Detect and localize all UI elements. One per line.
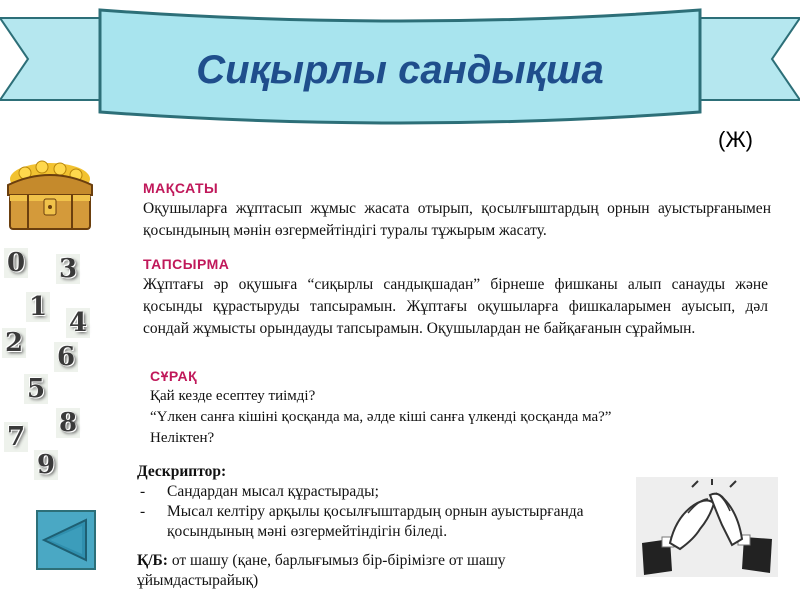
digit-tile: 5 [24, 374, 48, 404]
digit-tile: 3 [56, 254, 80, 284]
bullet-dash: - [140, 483, 146, 500]
descriptor-item-text: Мысал келтіру арқылы қосылғыштардың орнын ауыстырғанда қосындының мәні өзгермейтіндігін біледі. [167, 503, 584, 540]
question-line: Қай кезде есептеу тиімді? [150, 388, 316, 404]
question-heading: СҰРАҚ [150, 368, 198, 384]
descriptor-heading: Дескриптор: [137, 463, 227, 480]
task-text: Жұптағы әр оқушыға “сиқырлы сандықшадан” бірнеше фишканы алып санауды және қосынды құрастыруды тапсырамын. Жұптағы оқушыларға фишкаларымен ауысып, дәл сондай жұмысты орындауды тапсырамын. Оқушылардан не байқағанын сұраймын. [143, 276, 768, 337]
digit-tile: 6 [54, 342, 78, 372]
treasure-chest-icon [0, 155, 100, 235]
descriptor-block [137, 462, 607, 542]
mode-label: (Ж) [718, 127, 753, 152]
digit-tile: 4 [66, 308, 90, 338]
descriptor-item-text: Сандардан мысал құрастырады; [167, 483, 379, 500]
digit-tile: 7 [4, 422, 28, 452]
bullet-dash: - [140, 503, 146, 520]
digit-tile: 9 [34, 450, 58, 480]
digit-tile: 0 [4, 248, 28, 278]
page-title: Сиқырлы сандықша [196, 48, 604, 92]
digit-tile: 2 [2, 328, 26, 358]
back-arrow-icon[interactable] [36, 510, 96, 570]
task-heading: ТАПСЫРМА [143, 256, 230, 272]
goal-heading: МАҚСАТЫ [143, 180, 219, 196]
feedback-block [137, 551, 607, 591]
clapping-hands-icon [636, 477, 778, 577]
feedback-text: от шашу (қане, барлығымыз бір-бірімізге от шашу ұйымдастырайық) [137, 552, 506, 589]
goal-text: Оқушыларға жұптасып жұмыс жасата отырып, қосылғыштардың орнын ауыстырғанымен қосындының мәнін өзгермейтіндігі туралы тұжырым жасату. [143, 200, 771, 239]
digit-tile: 1 [26, 292, 50, 322]
digit-tile: 8 [56, 408, 80, 438]
feedback-label: Қ/Б: [137, 552, 168, 569]
question-line: “Үлкен санға кішіні қосқанда ма, әлде кіші санға үлкенді қосқанда ма?” [150, 409, 612, 425]
list-item [137, 502, 607, 542]
list-item [137, 482, 607, 502]
question-line: Неліктен? [150, 430, 215, 446]
question-text [150, 386, 710, 449]
